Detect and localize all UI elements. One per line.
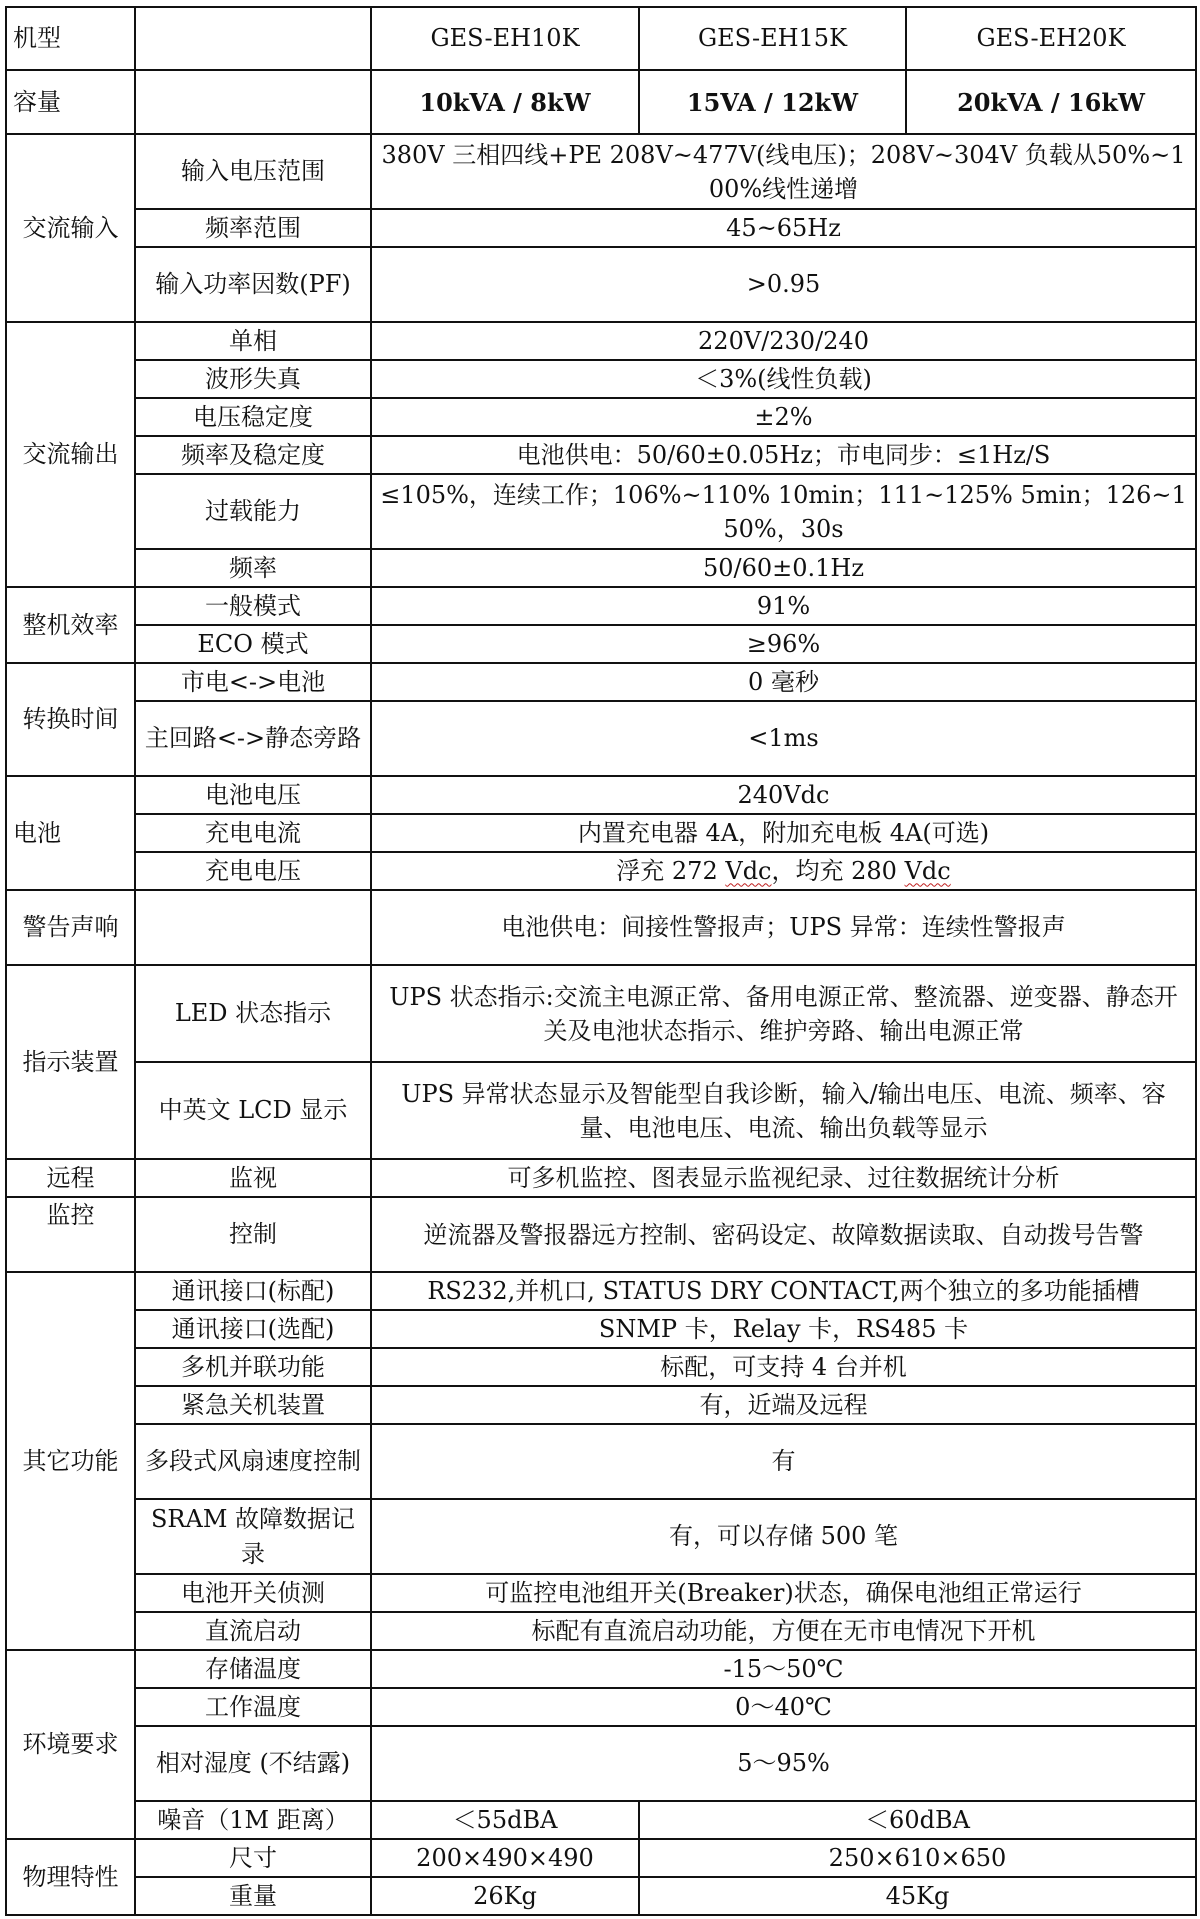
row-label: SRAM 故障数据记录 bbox=[135, 1499, 371, 1574]
row-label: 输入电压范围 bbox=[135, 134, 371, 209]
table-row bbox=[6, 1688, 1196, 1726]
row-label: 一般模式 bbox=[135, 587, 371, 625]
row-value: 逆流器及警报器远方控制、密码设定、故障数据读取、自动拨号告警 bbox=[371, 1197, 1196, 1272]
row-label: 控制 bbox=[135, 1197, 371, 1272]
row-label: 相对湿度 (不结露) bbox=[135, 1726, 371, 1801]
table-row bbox=[6, 1386, 1196, 1424]
row-value: 内置充电器 4A，附加充电板 4A(可选) bbox=[371, 814, 1196, 852]
capacity-15k: 15VA / 12kW bbox=[639, 70, 906, 134]
row-value: 电池供电：间接性警报声；UPS 异常：连续性警报声 bbox=[371, 890, 1196, 965]
row-value: 50/60±0.1Hz bbox=[371, 549, 1196, 587]
model-blank bbox=[135, 7, 371, 70]
equal-charge-unit: Vdc bbox=[904, 856, 951, 885]
row-label: 通讯接口(选配) bbox=[135, 1310, 371, 1348]
table-row bbox=[6, 1499, 1196, 1574]
row-value: 220V/230/240 bbox=[371, 322, 1196, 360]
row-label: 紧急关机装置 bbox=[135, 1386, 371, 1424]
row-label: 充电电流 bbox=[135, 814, 371, 852]
row-label: 多段式风扇速度控制 bbox=[135, 1424, 371, 1499]
row-value: 有 bbox=[371, 1424, 1196, 1499]
row-label: 电压稳定度 bbox=[135, 398, 371, 436]
row-label: 频率范围 bbox=[135, 209, 371, 247]
size-10k: 200×490×490 bbox=[371, 1839, 639, 1877]
model-10k: GES-EH10K bbox=[371, 7, 639, 70]
row-label: LED 状态指示 bbox=[135, 965, 371, 1062]
row-value: 有，可以存储 500 笔 bbox=[371, 1499, 1196, 1574]
row-label: 通讯接口(标配) bbox=[135, 1272, 371, 1310]
row-label: 输入功率因数(PF) bbox=[135, 247, 371, 322]
row-value: 91% bbox=[371, 587, 1196, 625]
row-label: 中英文 LCD 显示 bbox=[135, 1062, 371, 1159]
table-row bbox=[6, 965, 1196, 1062]
row-label: 直流启动 bbox=[135, 1612, 371, 1650]
table-row bbox=[6, 1310, 1196, 1348]
row-value: ≥96% bbox=[371, 625, 1196, 663]
group-battery: 电池 bbox=[6, 776, 135, 890]
row-value: RS232,并机口, STATUS DRY CONTACT,两个独立的多功能插槽 bbox=[371, 1272, 1196, 1310]
table-row bbox=[6, 625, 1196, 663]
row-value: 380V 三相四线+PE 208V~477V(线电压)；208V~304V 负载从50%~100%线性递增 bbox=[371, 134, 1196, 209]
row-label: 充电电压 bbox=[135, 852, 371, 890]
weight-10k: 26Kg bbox=[371, 1877, 639, 1915]
row-value: >0.95 bbox=[371, 247, 1196, 322]
group-ac-output: 交流输出 bbox=[6, 322, 135, 587]
row-label: 频率及稳定度 bbox=[135, 436, 371, 474]
row-value: 45~65Hz bbox=[371, 209, 1196, 247]
row-label: 存储温度 bbox=[135, 1650, 371, 1688]
group-alarm: 警告声响 bbox=[6, 890, 135, 965]
row-value: -15～50℃ bbox=[371, 1650, 1196, 1688]
table-row bbox=[6, 1424, 1196, 1499]
table-row bbox=[6, 322, 1196, 360]
row-value: 0～40℃ bbox=[371, 1688, 1196, 1726]
group-indicator: 指示装置 bbox=[6, 965, 135, 1159]
spec-table bbox=[5, 6, 1197, 1916]
table-row bbox=[6, 1650, 1196, 1688]
row-label: 噪音（1M 距离） bbox=[135, 1801, 371, 1839]
row-value: 电池供电：50/60±0.05Hz；市电同步：≤1Hz/S bbox=[371, 436, 1196, 474]
table-row bbox=[6, 1197, 1196, 1272]
row-value: 可监控电池组开关(Breaker)状态，确保电池组正常运行 bbox=[371, 1574, 1196, 1612]
row-value bbox=[371, 852, 1196, 890]
table-row bbox=[6, 134, 1196, 209]
row-label: ECO 模式 bbox=[135, 625, 371, 663]
row-value: SNMP 卡，Relay 卡，RS485 卡 bbox=[371, 1310, 1196, 1348]
noise-15k-20k: ＜60dBA bbox=[639, 1801, 1196, 1839]
equal-charge-text: ，均充 280 bbox=[771, 856, 905, 885]
group-transfer: 转换时间 bbox=[6, 663, 135, 776]
group-physical: 物理特性 bbox=[6, 1839, 135, 1915]
row-label: 过载能力 bbox=[135, 474, 371, 549]
table-row bbox=[6, 890, 1196, 965]
row-label: 频率 bbox=[135, 549, 371, 587]
row-label: 波形失真 bbox=[135, 360, 371, 398]
capacity-10k: 10kVA / 8kW bbox=[371, 70, 639, 134]
table-row bbox=[6, 1272, 1196, 1310]
row-value: ≤105%，连续工作；106%~110% 10min；111~125% 5min；126~150%，30s bbox=[371, 474, 1196, 549]
table-row bbox=[6, 814, 1196, 852]
row-value: 有，近端及远程 bbox=[371, 1386, 1196, 1424]
row-label: 工作温度 bbox=[135, 1688, 371, 1726]
table-row bbox=[6, 549, 1196, 587]
table-row bbox=[6, 209, 1196, 247]
row-label-blank bbox=[135, 890, 371, 965]
table-row bbox=[6, 1612, 1196, 1650]
table-row bbox=[6, 663, 1196, 701]
row-label: 尺寸 bbox=[135, 1839, 371, 1877]
row-label: 市电<->电池 bbox=[135, 663, 371, 701]
table-row bbox=[6, 852, 1196, 890]
row-value: 0 毫秒 bbox=[371, 663, 1196, 701]
group-other: 其它功能 bbox=[6, 1272, 135, 1650]
capacity-row bbox=[6, 70, 1196, 134]
table-row bbox=[6, 474, 1196, 549]
table-row bbox=[6, 436, 1196, 474]
group-remote-bottom: 监控 bbox=[6, 1197, 135, 1272]
group-ac-input: 交流输入 bbox=[6, 134, 135, 322]
row-value: 标配，可支持 4 台并机 bbox=[371, 1348, 1196, 1386]
group-remote-top: 远程 bbox=[6, 1159, 135, 1197]
row-label: 电池电压 bbox=[135, 776, 371, 814]
table-row bbox=[6, 1574, 1196, 1612]
table-row bbox=[6, 247, 1196, 322]
row-label: 主回路<->静态旁路 bbox=[135, 701, 371, 776]
model-15k: GES-EH15K bbox=[639, 7, 906, 70]
table-row bbox=[6, 776, 1196, 814]
table-row bbox=[6, 1801, 1196, 1839]
capacity-label: 容量 bbox=[6, 70, 135, 134]
float-charge-text: 浮充 272 bbox=[616, 856, 726, 885]
size-15k-20k: 250×610×650 bbox=[639, 1839, 1196, 1877]
row-label: 多机并联功能 bbox=[135, 1348, 371, 1386]
model-row bbox=[6, 7, 1196, 70]
row-value: 可多机监控、图表显示监视纪录、过往数据统计分析 bbox=[371, 1159, 1196, 1197]
table-row bbox=[6, 587, 1196, 625]
row-label: 电池开关侦测 bbox=[135, 1574, 371, 1612]
group-environment: 环境要求 bbox=[6, 1650, 135, 1839]
table-row bbox=[6, 360, 1196, 398]
weight-15k-20k: 45Kg bbox=[639, 1877, 1196, 1915]
row-label: 监视 bbox=[135, 1159, 371, 1197]
row-label: 单相 bbox=[135, 322, 371, 360]
table-row bbox=[6, 1062, 1196, 1159]
table-row bbox=[6, 701, 1196, 776]
row-value: <1ms bbox=[371, 701, 1196, 776]
table-row bbox=[6, 1159, 1196, 1197]
noise-10k: ＜55dBA bbox=[371, 1801, 639, 1839]
row-value: ±2% bbox=[371, 398, 1196, 436]
table-row bbox=[6, 1877, 1196, 1915]
capacity-blank bbox=[135, 70, 371, 134]
row-value: 标配有直流启动功能，方便在无市电情况下开机 bbox=[371, 1612, 1196, 1650]
model-label: 机型 bbox=[6, 7, 135, 70]
row-value: UPS 状态指示:交流主电源正常、备用电源正常、整流器、逆变器、静态开关及电池状态指示、维护旁路、输出电源正常 bbox=[371, 965, 1196, 1062]
row-value: ＜3%(线性负载) bbox=[371, 360, 1196, 398]
row-value: 5～95% bbox=[371, 1726, 1196, 1801]
capacity-20k: 20kVA / 16kW bbox=[906, 70, 1196, 134]
table-row bbox=[6, 398, 1196, 436]
group-efficiency: 整机效率 bbox=[6, 587, 135, 663]
row-value: UPS 异常状态显示及智能型自我诊断，输入/输出电压、电流、频率、容量、电池电压、电流、输出负载等显示 bbox=[371, 1062, 1196, 1159]
model-20k: GES-EH20K bbox=[906, 7, 1196, 70]
table-row bbox=[6, 1839, 1196, 1877]
row-value: 240Vdc bbox=[371, 776, 1196, 814]
table-row bbox=[6, 1726, 1196, 1801]
float-charge-unit: Vdc bbox=[725, 856, 772, 885]
row-label: 重量 bbox=[135, 1877, 371, 1915]
table-row bbox=[6, 1348, 1196, 1386]
